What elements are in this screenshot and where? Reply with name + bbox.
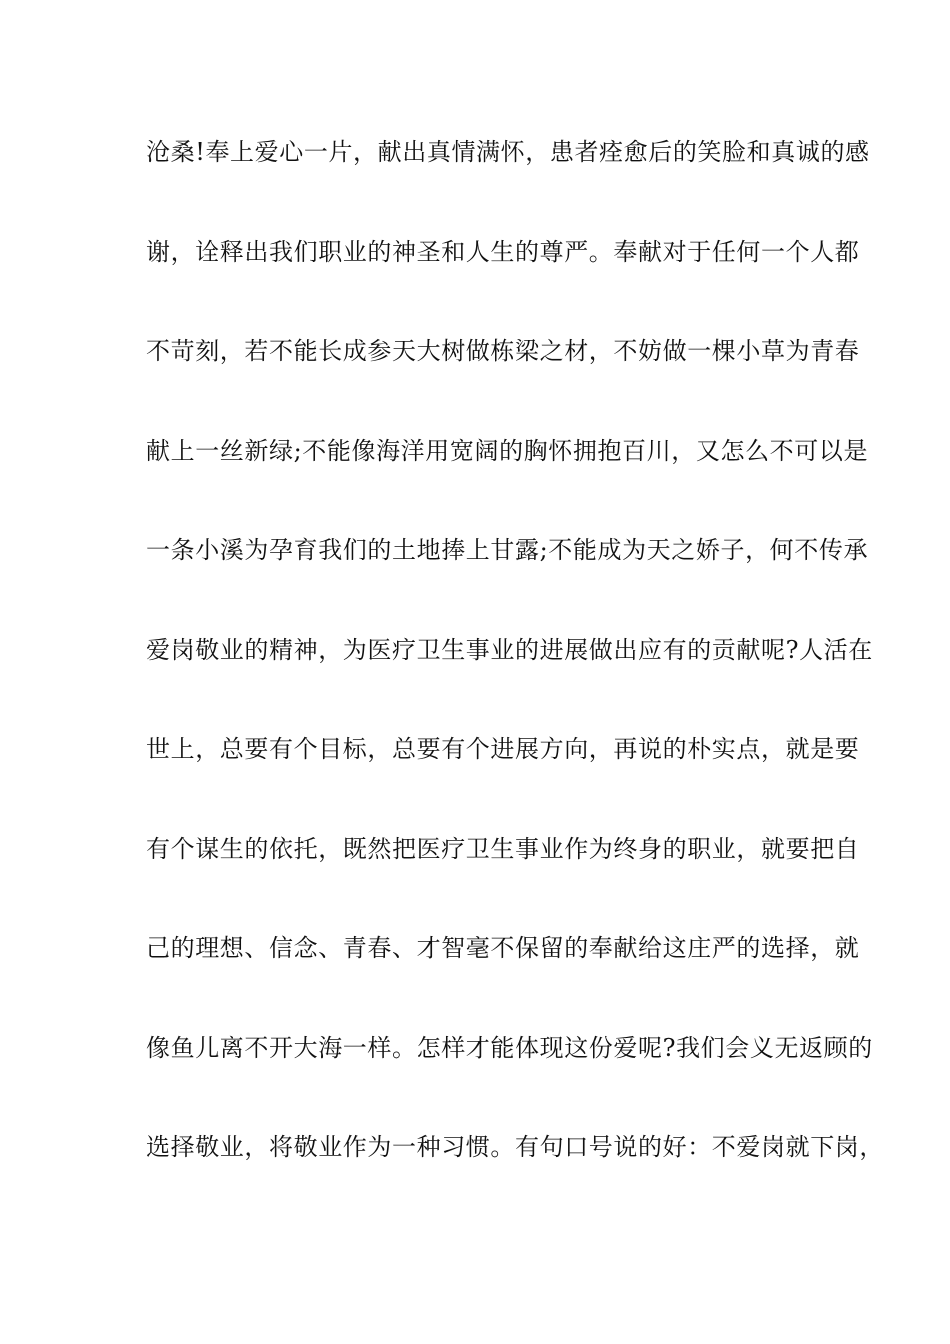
- text-line: 选择敬业，将敬业作为一种习惯。有句口号说的好：不爱岗就下岗，: [146, 1133, 884, 1161]
- text-line: 有个谋生的依托，既然把医疗卫生事业作为终身的职业，就要把自: [146, 834, 860, 863]
- text-line: 不苛刻，若不能长成参天大树做栋梁之材，不妨做一棵小草为青春: [146, 337, 860, 365]
- text-line: 爱岗敬业的精神，为医疗卫生事业的进展做出应有的贡献呢?人活在: [146, 635, 873, 664]
- text-line: 一条小溪为孕育我们的土地捧上甘露;不能成为天之娇子，何不传承: [146, 536, 869, 564]
- text-line: 沧桑!奉上爱心一片，献出真情满怀，患者痊愈后的笑脸和真诚的感: [146, 138, 870, 166]
- body-text: [146, 130, 884, 1225]
- text-line: 谢，诠释出我们职业的神圣和人生的尊严。奉献对于任何一个人都: [146, 237, 860, 266]
- text-line: 己的理想、信念、青春、才智毫不保留的奉献给这庄严的选择，就: [146, 934, 860, 962]
- text-line: 献上一丝新绿;不能像海洋用宽阔的胸怀拥抱百川，又怎么不可以是: [146, 436, 869, 465]
- text-line: 像鱼儿离不开大海一样。怎样才能体现这份爱呢?我们会义无返顾的: [146, 1033, 873, 1062]
- text-line: 世上，总要有个目标，总要有个进展方向，再说的朴实点，就是要: [146, 735, 860, 763]
